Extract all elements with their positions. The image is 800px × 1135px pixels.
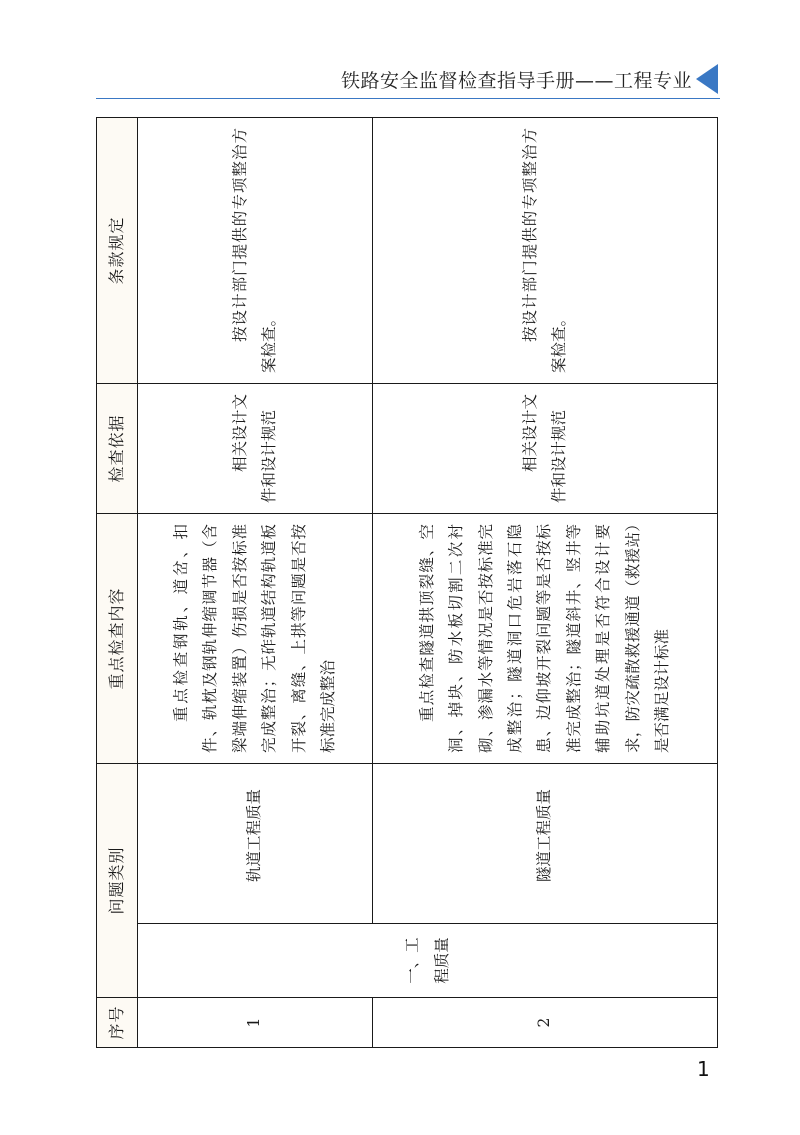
row-provision: 按设计部门提供的专项整治方案检查。 bbox=[138, 117, 373, 383]
header-category: 问题类别 bbox=[97, 763, 138, 997]
row-no: 1 bbox=[138, 998, 373, 1048]
row-subcategory: 轨道工程质量 bbox=[138, 763, 373, 923]
table-row bbox=[138, 117, 373, 1047]
row-content: 重点检查隧道拱顶裂缝、空洞、掉块、防水板切割二次衬砌、渗漏水等情况是否按标准完成整治；隧道洞口危岩落石隐患、边仰坡开裂问题等是否按标准完成整治；隧道斜井、竖井等辅助坑道处理是否符合设计要求，防灾疏散救援通道（救援站）是否满足设计标准 bbox=[373, 513, 718, 763]
page-number: 1 bbox=[697, 1057, 710, 1081]
header-triangle-icon bbox=[696, 64, 718, 94]
row-content: 重点检查钢轨、道岔、扣件、轨枕及钢轨伸缩调节器（含梁端伸缩装置）伤损是否按标准完成整治；无砟轨道结构轨道板开裂、离缝、上拱等问题是否按标准完成整治 bbox=[138, 513, 373, 763]
rotated-table-container bbox=[96, 118, 718, 1048]
group-label: 一、工程质量 bbox=[138, 924, 718, 998]
table-header-row bbox=[97, 117, 138, 1047]
header-basis: 检查依据 bbox=[97, 383, 138, 513]
row-basis: 相关设计文件和设计规范 bbox=[373, 383, 718, 513]
header-divider bbox=[96, 98, 720, 99]
header-provision: 条款规定 bbox=[97, 117, 138, 383]
page-header-title: 铁路安全监督检查指导手册——工程专业 bbox=[340, 70, 692, 92]
inspection-table bbox=[96, 117, 718, 1048]
row-provision: 按设计部门提供的专项整治方案检查。 bbox=[373, 117, 718, 383]
header-content: 重点检查内容 bbox=[97, 513, 138, 763]
header-no: 序号 bbox=[97, 998, 138, 1048]
table-row bbox=[373, 117, 718, 1047]
row-basis: 相关设计文件和设计规范 bbox=[138, 383, 373, 513]
row-subcategory: 隧道工程质量 bbox=[373, 763, 718, 923]
row-no: 2 bbox=[373, 998, 718, 1048]
